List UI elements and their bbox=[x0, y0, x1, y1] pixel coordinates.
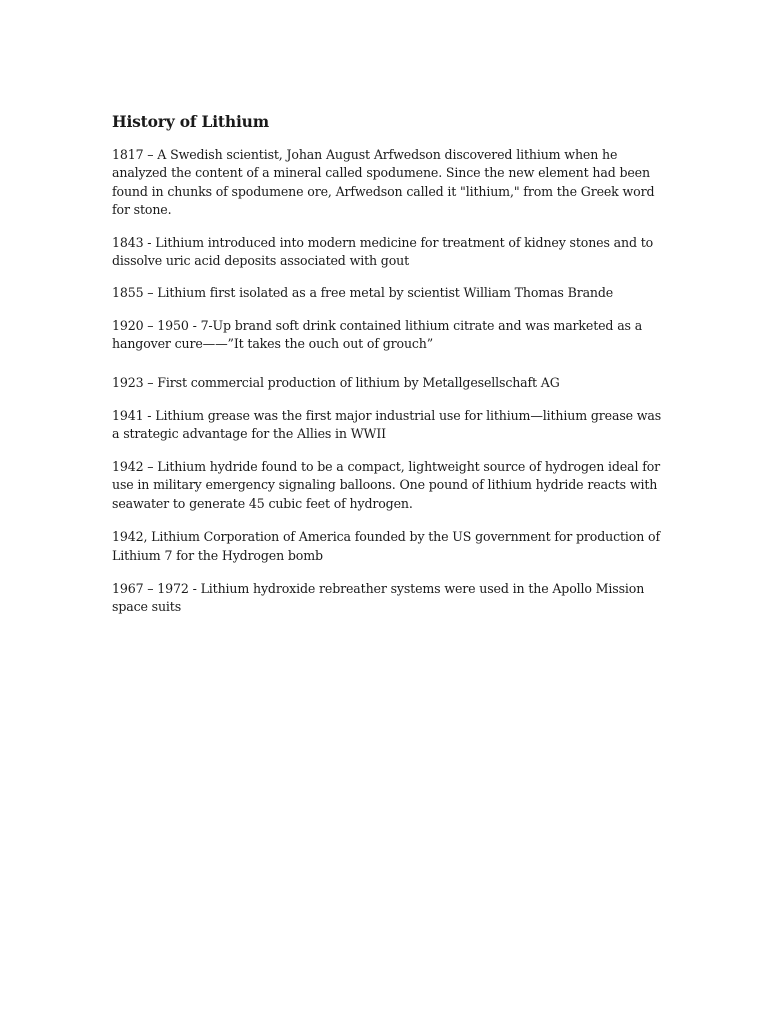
timeline-entry-1942-corporation: 1942, Lithium Corporation of America founded by the US government for production of Lithium 7 for the Hydrogen bomb bbox=[112, 529, 660, 563]
timeline-entry-1923: 1923 – First commercial production of lithium by Metallgesellschaft AG bbox=[112, 374, 560, 390]
timeline-entry-1855: 1855 – Lithium first isolated as a free metal by scientist William Thomas Brande bbox=[112, 285, 614, 301]
timeline-entry-1843: 1843 - Lithium introduced into modern medicine for treatment of kidney stones and to dissolve uric acid deposits associated with gout bbox=[112, 234, 654, 269]
timeline-entry-1967-1972: 1967 – 1972 - Lithium hydroxide rebreather systems were used in the Apollo Mission space suits bbox=[112, 580, 645, 615]
timeline-entry-1941: 1941 - Lithium grease was the first major industrial use for lithium—lithium grease was a strategic advantage for the Allies in WWII bbox=[112, 408, 662, 442]
timeline-entry-1942-hydride: 1942 – Lithium hydride found to be a compact, lightweight source of hydrogen ideal for use in military emergency signaling balloons. One pound of lithium hydride reacts with seawater to generate 45 cubic feet of hydrogen. bbox=[112, 458, 661, 511]
document-page bbox=[112, 112, 668, 617]
document-title: History of Lithium bbox=[112, 112, 269, 131]
timeline-entry-1920-1950: 1920 – 1950 - 7-Up brand soft drink contained lithium citrate and was marketed as a hangover cure——”It takes the ouch out of grouch” bbox=[112, 317, 643, 352]
timeline-entry-1817: 1817 – A Swedish scientist, Johan August Arfwedson discovered lithium when he analyzed the content of a mineral called spodumene. Since the new element had been found in chunks of spodumene ore, Arfwedson called it "lithium," from the Greek word for stone. bbox=[112, 147, 655, 218]
